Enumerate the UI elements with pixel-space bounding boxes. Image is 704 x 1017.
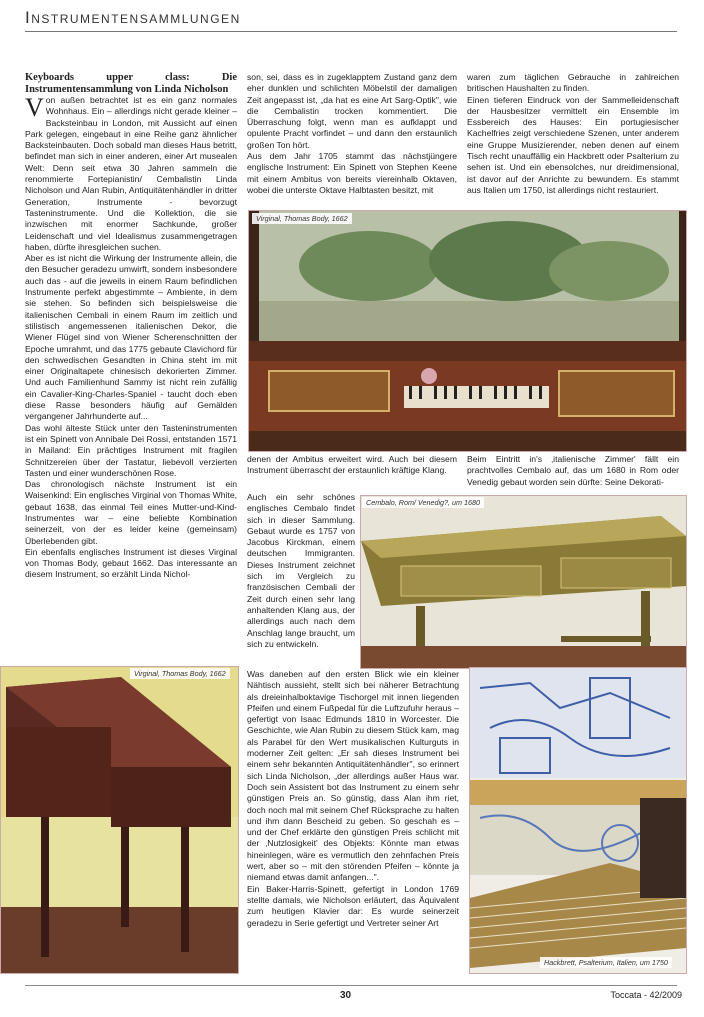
virginal-closed-photo (0, 666, 239, 974)
paragraph: son, sei, dass es in zugeklapptem Zustand ganz dem eher dunklen und schlichten Möbelstil der damaligen Zeit angepasst ist, „da hat es eine Art Sarg-Optik", wie die Cembalistin trocken kommentiert. Die Überraschung folgt, wenn man es aufklappt und opulente Pracht vorfindet – und dann den erstaunlich großen Ton hört. (247, 72, 457, 150)
column-3-top (467, 72, 679, 212)
column-3-mid (467, 454, 679, 492)
paragraph: Einen tieferen Eindruck von der Sammelleidenschaft der Hausbesitzer vermittelt ein Ensemble im Essbereich des Hauses: Ein portugiesischer Kachelfries zeigt verschiedene Szenen, unter anderem eine Gruppe Musizierender, neben denen auf einem Tisch recht unauffällig ein Hackbrett oder Psalterium zu sehen ist. Und ein ebensolches, nur dreidimensional, ist davor auf der Anrichte zu bewundern. Es stammt aus Italien um 1750, ist allerdings nicht restauriert. (467, 94, 679, 195)
paragraph: Was daneben auf den ersten Blick wie ein kleiner Nähtisch aussieht, stellt sich bei näherer Betrachtung als dreieinhalboktavige Tischorgel mit innen liegenden Pfeifen und einem Fußpedal für die Luftzufuhr heraus – gefertigt von Isaac Edmunds 1810 in Worcester. Die Geschichte, wie Alan Rubin zu diesem Stück kam, mag als Parabel für den Wert musikalischen Kulturguts in moderner Zeit gelten: „Er sah dieses Instrument bei einem sehr bekannten Antiquitätenhändler", so erinnert sich Linda Nicholson, „der allerdings außer Haus war. Doch sein Assistent bot das Instrument zu einem sehr günstigen Preis an. So günstig, dass Alan ihm riet, doch noch mal mit seinem Chef Rücksprache zu halten und ihm dann Bescheid zu geben. So geschah es – und der Chef erklärte den günstigen Preis schlicht mit der ‚Nutzlosigkeit' des Objekts: Könnte man etwas hineinlegen, wäre es vermutlich den zehnfachen Preis wert, aber so – mit den störenden Pfeifen – könnte ja niemand etwas damit anfangen...". (247, 669, 459, 883)
page-number: 30 (340, 990, 352, 1001)
paragraph: Auch ein sehr schönes englisches Cembalo findet sich in dieser Sammlung. Gebaut wurde es 1757 von Jacobus Kirckman, einem deutschen Immigranten. Dieses Instrument zeichnet sich im Vergleich zu französischen Cembali der Zeit durch einen sehr lang anhaltenden Klang aus, der allerdings auch nach dem Anschlag lange braucht, um sich zu entwickeln. (247, 492, 355, 649)
column-2-mid (247, 454, 457, 492)
virginal-open-photo (248, 210, 687, 452)
footer-rule (25, 985, 677, 986)
paragraph: Aus dem Jahr 1705 stammt das nächstjüngere englische Instrument: Ein Spinett von Stephen Keene mit einem Ambitus von bereits viereinhalb Oktaven, wobei die unterste Oktave Halbtasten besitzt, mit (247, 151, 457, 195)
paragraph: waren zum täglichen Gebrauche in zahlreichen britischen Haushalten zu finden. (467, 72, 679, 94)
column-2-narrow (247, 492, 355, 668)
paragraph: Aber es ist nicht die Wirkung der Instrumente allein, die den Besucher geradezu umwirft, sondern insbesondere auch das - auf die jeweils in einem Raum befindlichen Instrumente perfekt abgestimmte – Ambiente, in dem sie stehen. So befinden sich beispielsweise die italienischen Cembali in einem Raum im zeitlich und stilistisch angemessenen italienischen Dekor, die Wiener Flügel sind von Wiener Scherenschnitten der Epoche umrahmt, und das 1775 gebaute Clavichord für den schwedischen Gesandten in China steht im mit einer Originaltapete chinesisch dekorierten Zimmer. Und auch Familienhund Sammy ist nicht rein zufällig ein Cavalier-King-Charles-Spaniel - taucht doch eben diese Rasse besonders häufig auf Gemälden vergangener Jahrhunderte auf... (25, 253, 237, 422)
caption-virginal-open: Virginal, Thomas Body, 1662 (252, 213, 352, 224)
header-rule (25, 31, 677, 32)
cembalo-photo (360, 495, 687, 669)
paragraph: Das wohl älteste Stück unter den Tasteninstrumenten ist ein Spinett von Annibale Dei Rossi, entstanden 1571 in Mailand: Ein prächtiges Instrument mit fragilen Schnitzereien über der Tastatur, liebevoll verzierten Tasten und einer wunderschönen Rose. (25, 422, 237, 478)
caption-hackbrett: Hackbrett, Psalterium, Italien, um 1750 (540, 957, 672, 968)
paragraph-intro: Von außen betrachtet ist es ein ganz normales Wohnhaus. Ein – allerdings nicht gerade kleiner – Backsteinbau in London, mit Aussicht auf einen Park gelegen, eingebaut in eine Reihe ganz ähnlicher Backsteinbauten. Doch sobald man dieses Haus betritt, befindet man sich in einer anderen, einer Art musealen Welt: Denn seit etwa 30 Jahren sammeln die renommierte Fortepianistin/ Cembalistin Linda Nicholson und Alan Rubin, Antiquitätenhändler in dritter Generation, Instrumente - bevorzugt Tasteninstrumente. Und die Kollektion, die sie inzwischen mit enormer Sachkunde, großer Leidenschaft und viel Idealismus zusammengetragen haben, dürfte ihresgleichen suchen. (25, 93, 237, 252)
magazine-issue: Toccata - 42/2009 (610, 990, 682, 1000)
paragraph: Ein Baker-Harris-Spinett, gefertigt in London 1769 stellte damals, wie Nicholson erläutert, das Äquivalent zum heutigen Klavier dar: Es wurde seinerzeit geradezu in Serie gefertigt und Vertreter seiner Art (247, 883, 459, 928)
paragraph: Ein ebenfalls englisches Instrument ist dieses Virginal von Thomas Body, gebaut 1662. Das interessante an diesem Instrument, so erzählt Linda Nichol- (25, 546, 237, 580)
dropcap: V (25, 93, 44, 122)
caption-cembalo: Cembalo, Rom/ Venedig?, um 1680 (362, 497, 484, 508)
article-title: Keyboards upper class: Die Instrumentensammlung von Linda Nicholson (25, 72, 237, 95)
paragraph: Beim Eintritt in's ‚italienische Zimmer' fällt ein prachtvolles Cembalo auf, das um 1680 in Rom oder Venedig gebaut worden sein dürfte: Seine Dekorati- (467, 454, 679, 487)
column-1 (25, 72, 237, 668)
paragraph: denen der Ambitus erweitert wird. Auch bei diesem Instrument überrascht der erstaunlich kräftige Klang. (247, 454, 457, 476)
caption-virginal-closed: Virginal, Thomas Body, 1662 (130, 668, 230, 679)
column-2-bottom (247, 669, 459, 977)
section-header: Instrumentensammlungen (25, 8, 241, 27)
hackbrett-photo (469, 667, 687, 974)
paragraph: Das chronologisch nächste Instrument ist ein Waisenkind: Ein englisches Virginal von Thomas White, gebaut 1638, das einmal Teil eines Mutter-und-Kind-Instrumentes war – eine beliebte Kombination seinerzeit, von der es leider keine (gemeinsam) Überlebenden gibt. (25, 479, 237, 546)
column-2-top (247, 72, 457, 212)
